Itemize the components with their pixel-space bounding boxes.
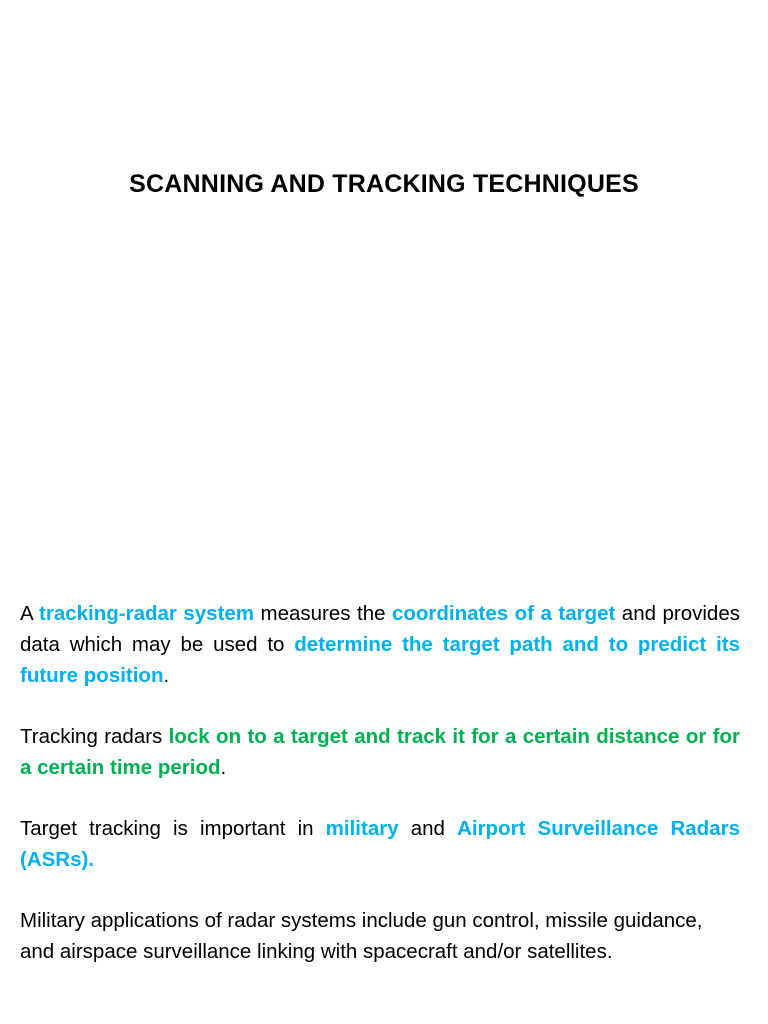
highlight-tracking-radar-system: tracking-radar system [39,602,255,625]
text-segment: Target tracking is important in [20,817,326,840]
highlight-military: military [325,817,399,840]
paragraph-tracking-radars-lock [20,721,740,783]
text-segment: A [20,602,40,625]
text-segment: and provides data which may be used to [20,602,740,656]
text-segment: Military applications of radar systems include gun control, missile guidance, and airspace surveillance linking with spacecraft and/or satellites. [20,909,703,963]
paragraph-target-tracking-importance [20,813,740,875]
highlight-lock-on-target: lock on to a target and track it for a certain distance or for a certain time period [20,725,740,779]
text-segment: measures the [254,602,392,625]
text-segment: and [398,817,458,840]
paragraph-tracking-radar [20,598,740,691]
text-segment: . [163,664,170,687]
paragraph-military-applications [20,905,740,967]
text-segment: Tracking radars [20,725,169,748]
highlight-airport-surveillance-radars: Airport Surveillance Radars (ASRs). [20,817,740,871]
slide-title: SCANNING AND TRACKING TECHNIQUES [129,170,639,198]
highlight-determine-target-path: determine the target path and to predict its future position [20,633,740,687]
slide-body [20,598,740,997]
highlight-coordinates-of-a-target: coordinates of a target [391,602,616,625]
text-segment: . [220,756,227,779]
